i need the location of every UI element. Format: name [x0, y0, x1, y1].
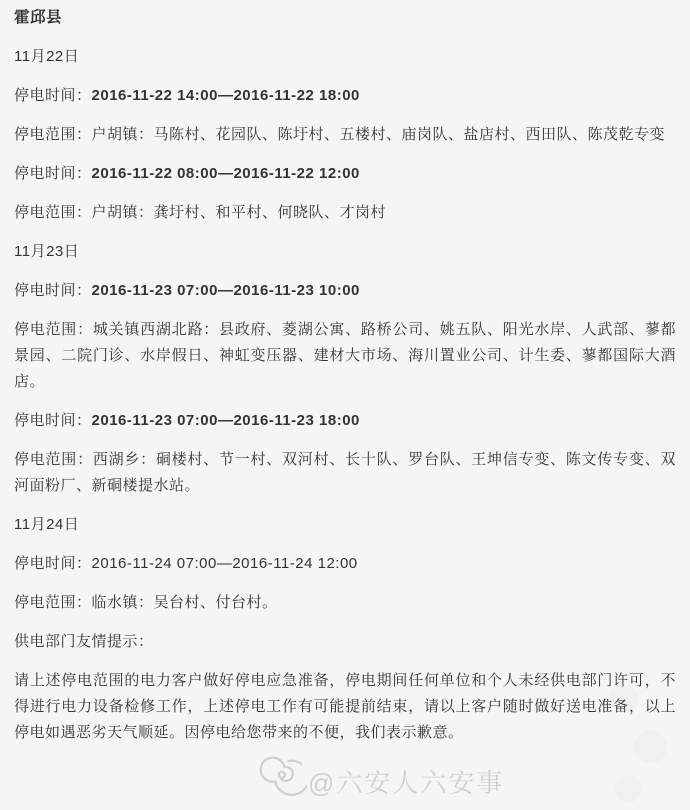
- outage-1-time-value: 2016-11-22 14:00—2016-11-22 18:00: [91, 87, 360, 104]
- weibo-watermark: [258, 750, 504, 800]
- outage-2-scope-line: [14, 200, 676, 226]
- outage-time-label: 停电时间：: [14, 412, 92, 429]
- notice-title: 供电部门友情提示：: [14, 633, 154, 650]
- outage-1-time-line: [14, 83, 676, 109]
- date-heading-nov24: 11月24日: [14, 516, 80, 533]
- outage-4-time-line: [14, 408, 676, 434]
- date-heading-nov23: 11月23日: [14, 243, 80, 260]
- outage-1-scope-value: 户胡镇：马陈村、花园队、陈圩村、五楼村、庙岗队、盐店村、西田队、陈茂乾专变: [91, 126, 666, 143]
- outage-1-scope-line: [14, 122, 676, 148]
- outage-2-time-line: [14, 161, 676, 187]
- outage-2-time-value: 2016-11-22 08:00—2016-11-22 12:00: [91, 165, 360, 182]
- outage-5-scope-value: 临水镇：吴台村、付台村。: [91, 594, 278, 611]
- outage-time-label: 停电时间：: [14, 282, 92, 299]
- outage-3-scope-line: [14, 317, 676, 395]
- outage-scope-label: 停电范围：: [14, 594, 92, 611]
- county-title: 霍邱县: [14, 9, 63, 26]
- outage-time-label: 停电时间：: [14, 87, 92, 104]
- outage-3-time-line: [14, 278, 676, 304]
- outage-scope-label: 停电范围：: [14, 451, 93, 468]
- outage-2-scope-value: 户胡镇：龚圩村、和平村、何晓队、才岗村: [91, 204, 387, 221]
- outage-5-scope-line: [14, 590, 676, 616]
- outage-3-scope-value: 城关镇西湖北路：县政府、菱湖公寓、路桥公司、姚五队、阳光水岸、人武部、蓼都景园、二院门诊、水岸假日、神虹变压器、建材大市场、海川置业公司、计生委、蓼都国际大酒店。: [14, 321, 676, 390]
- outage-4-time-value: 2016-11-23 07:00—2016-11-23 18:00: [91, 412, 360, 429]
- outage-scope-label: 停电范围：: [14, 126, 92, 143]
- outage-5-time-line: [14, 551, 676, 577]
- outage-scope-label: 停电范围：: [14, 204, 92, 221]
- outage-time-label: 停电时间：: [14, 165, 92, 182]
- outage-time-label: 停电时间：: [14, 555, 92, 572]
- watermark-handle: @六安人六安事: [308, 768, 505, 798]
- outage-scope-label: 停电范围：: [14, 321, 93, 338]
- notice-body: 请上述停电范围的电力客户做好停电应急准备，停电期间任何单位和个人未经供电部门许可，不得进行电力设备检修工作，上述停电工作有可能提前结束，请以上客户随时做好送电准备，以上停电如遇恶劣天气顺延。因停电给您带来的不便，我们表示歉意。: [14, 672, 676, 741]
- date-heading-nov22: 11月22日: [14, 48, 80, 65]
- outage-5-time-value: 2016-11-24 07:00—2016-11-24 12:00: [91, 555, 358, 572]
- outage-3-time-value: 2016-11-23 07:00—2016-11-23 10:00: [91, 282, 360, 299]
- outage-4-scope-value: 西湖乡：硐楼村、节一村、双河村、长十队、罗台队、王坤信专变、陈文传专变、双河面粉厂、新硐楼提水站。: [14, 451, 676, 494]
- spiral-swirl-icon: [253, 746, 308, 804]
- outage-4-scope-line: [14, 447, 676, 499]
